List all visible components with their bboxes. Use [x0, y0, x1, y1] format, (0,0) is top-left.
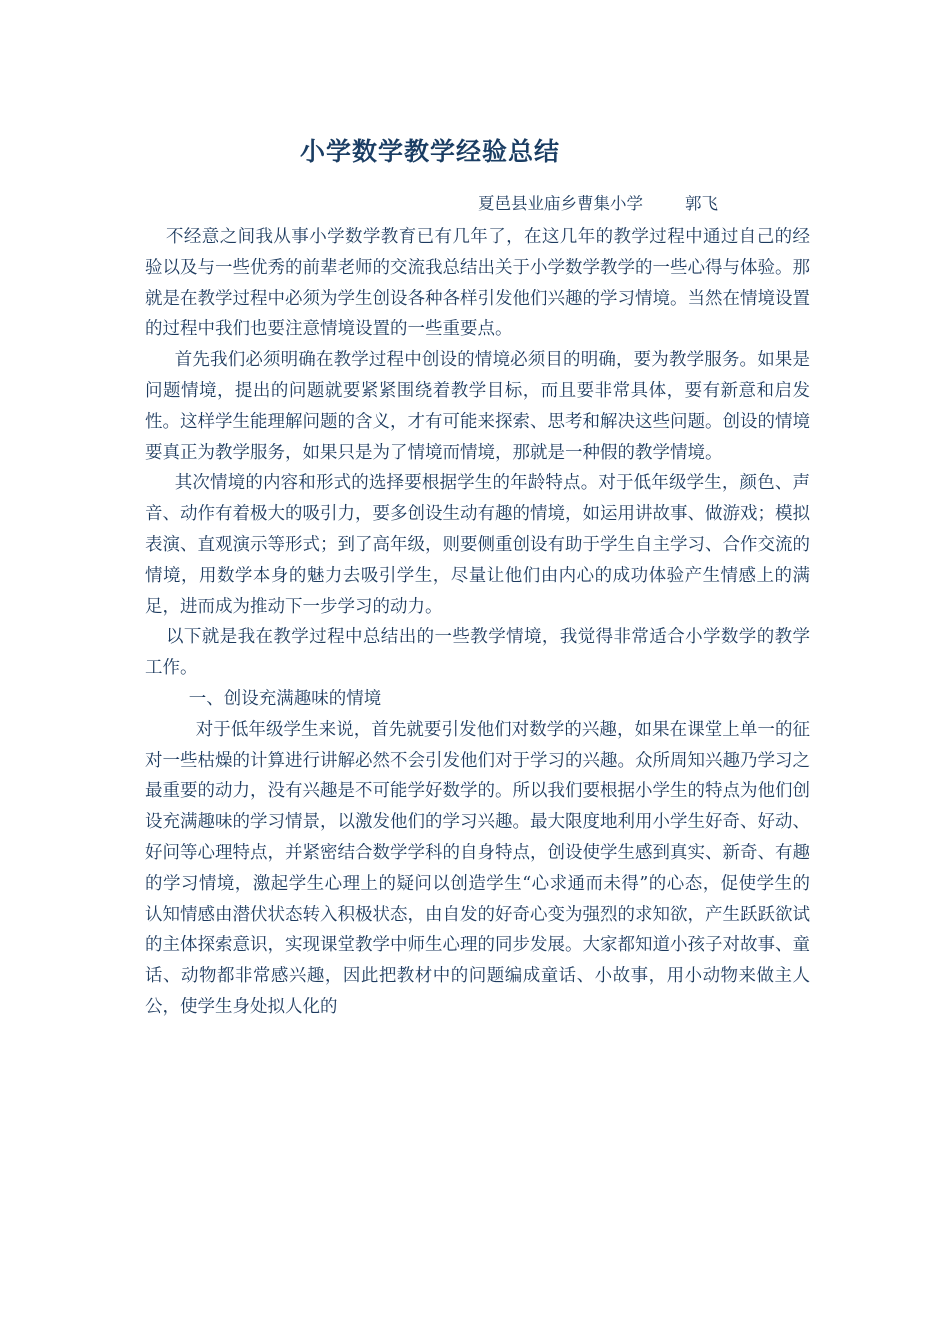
- section-heading-1: 一、创设充满趣味的情境: [188, 688, 382, 709]
- author-byline: 夏邑县业庙乡曹集小学 郭飞: [478, 194, 718, 213]
- paragraph-first-point: 首先我们必须明确在教学过程中创设的情境必须目的明确，要为教学服务。如果是问题情境，提出的问题就要紧紧围绕着教学目标，而且要非常具体，要有新意和启发性。这样学生能理解问题的含义，才有可能来探索、思考和解决这些问题。创设的情境要真正为教学服务，如果只是为了情境而情境，那就是一种假的教学情境。: [145, 350, 810, 463]
- paragraph-summary-lead: 以下就是我在教学过程中总结出的一些教学情境，我觉得非常适合小学数学的教学工作。: [145, 627, 810, 679]
- paragraph-second-point: 其次情境的内容和形式的选择要根据学生的年龄特点。对于低年级学生，颜色、声音、动作有着极大的吸引力，要多创设生动有趣的情境，如运用讲故事、做游戏；模拟表演、直观演示等形式；到了高年级，则要侧重创设有助于学生自主学习、合作交流的情境，用数学本身的魅力去吸引学生，尽量让他们由内心的成功体验产生情感上的满足，进而成为推动下一步学习的动力。: [145, 473, 810, 617]
- document-body: [145, 222, 810, 1023]
- paragraph-section-1: 对于低年级学生来说，首先就要引发他们对数学的兴趣，如果在课堂上单一的征对一些枯燥的计算进行讲解必然不会引发他们对于学习的兴趣。众所周知兴趣乃学习之最重要的动力，没有兴趣是不可能学好数学的。所以我们要根据小学生的特点为他们创设充满趣味的学习情景，以激发他们的学习兴趣。最大限度地利用小学生好奇、好动、好问等心理特点，并紧密结合数学学科的自身特点，创设使学生感到真实、新奇、有趣的学习情境，激起学生心理上的疑问以创造学生“心求通而未得”的心态，促使学生的认知情感由潜伏状态转入积极状态，由自发的好奇心变为强烈的求知欲，产生跃跃欲试的主体探索意识，实现课堂教学中师生心理的同步发展。大家都知道小孩子对故事、童话、动物都非常感兴趣，因此把教材中的问题编成童话、小故事，用小动物来做主人公，使学生身处拟人化的: [145, 719, 810, 1017]
- document-title: 小学数学教学经验总结: [299, 137, 560, 166]
- paragraph-intro: 不经意之间我从事小学数学教育已有几年了，在这几年的教学过程中通过自己的经验以及与一些优秀的前辈老师的交流我总结出关于小学数学教学的一些心得与体验。那就是在教学过程中必须为学生创设各种各样引发他们兴趣的学习情境。当然在情境设置的过程中我们也要注意情境设置的一些重要点。: [145, 227, 810, 340]
